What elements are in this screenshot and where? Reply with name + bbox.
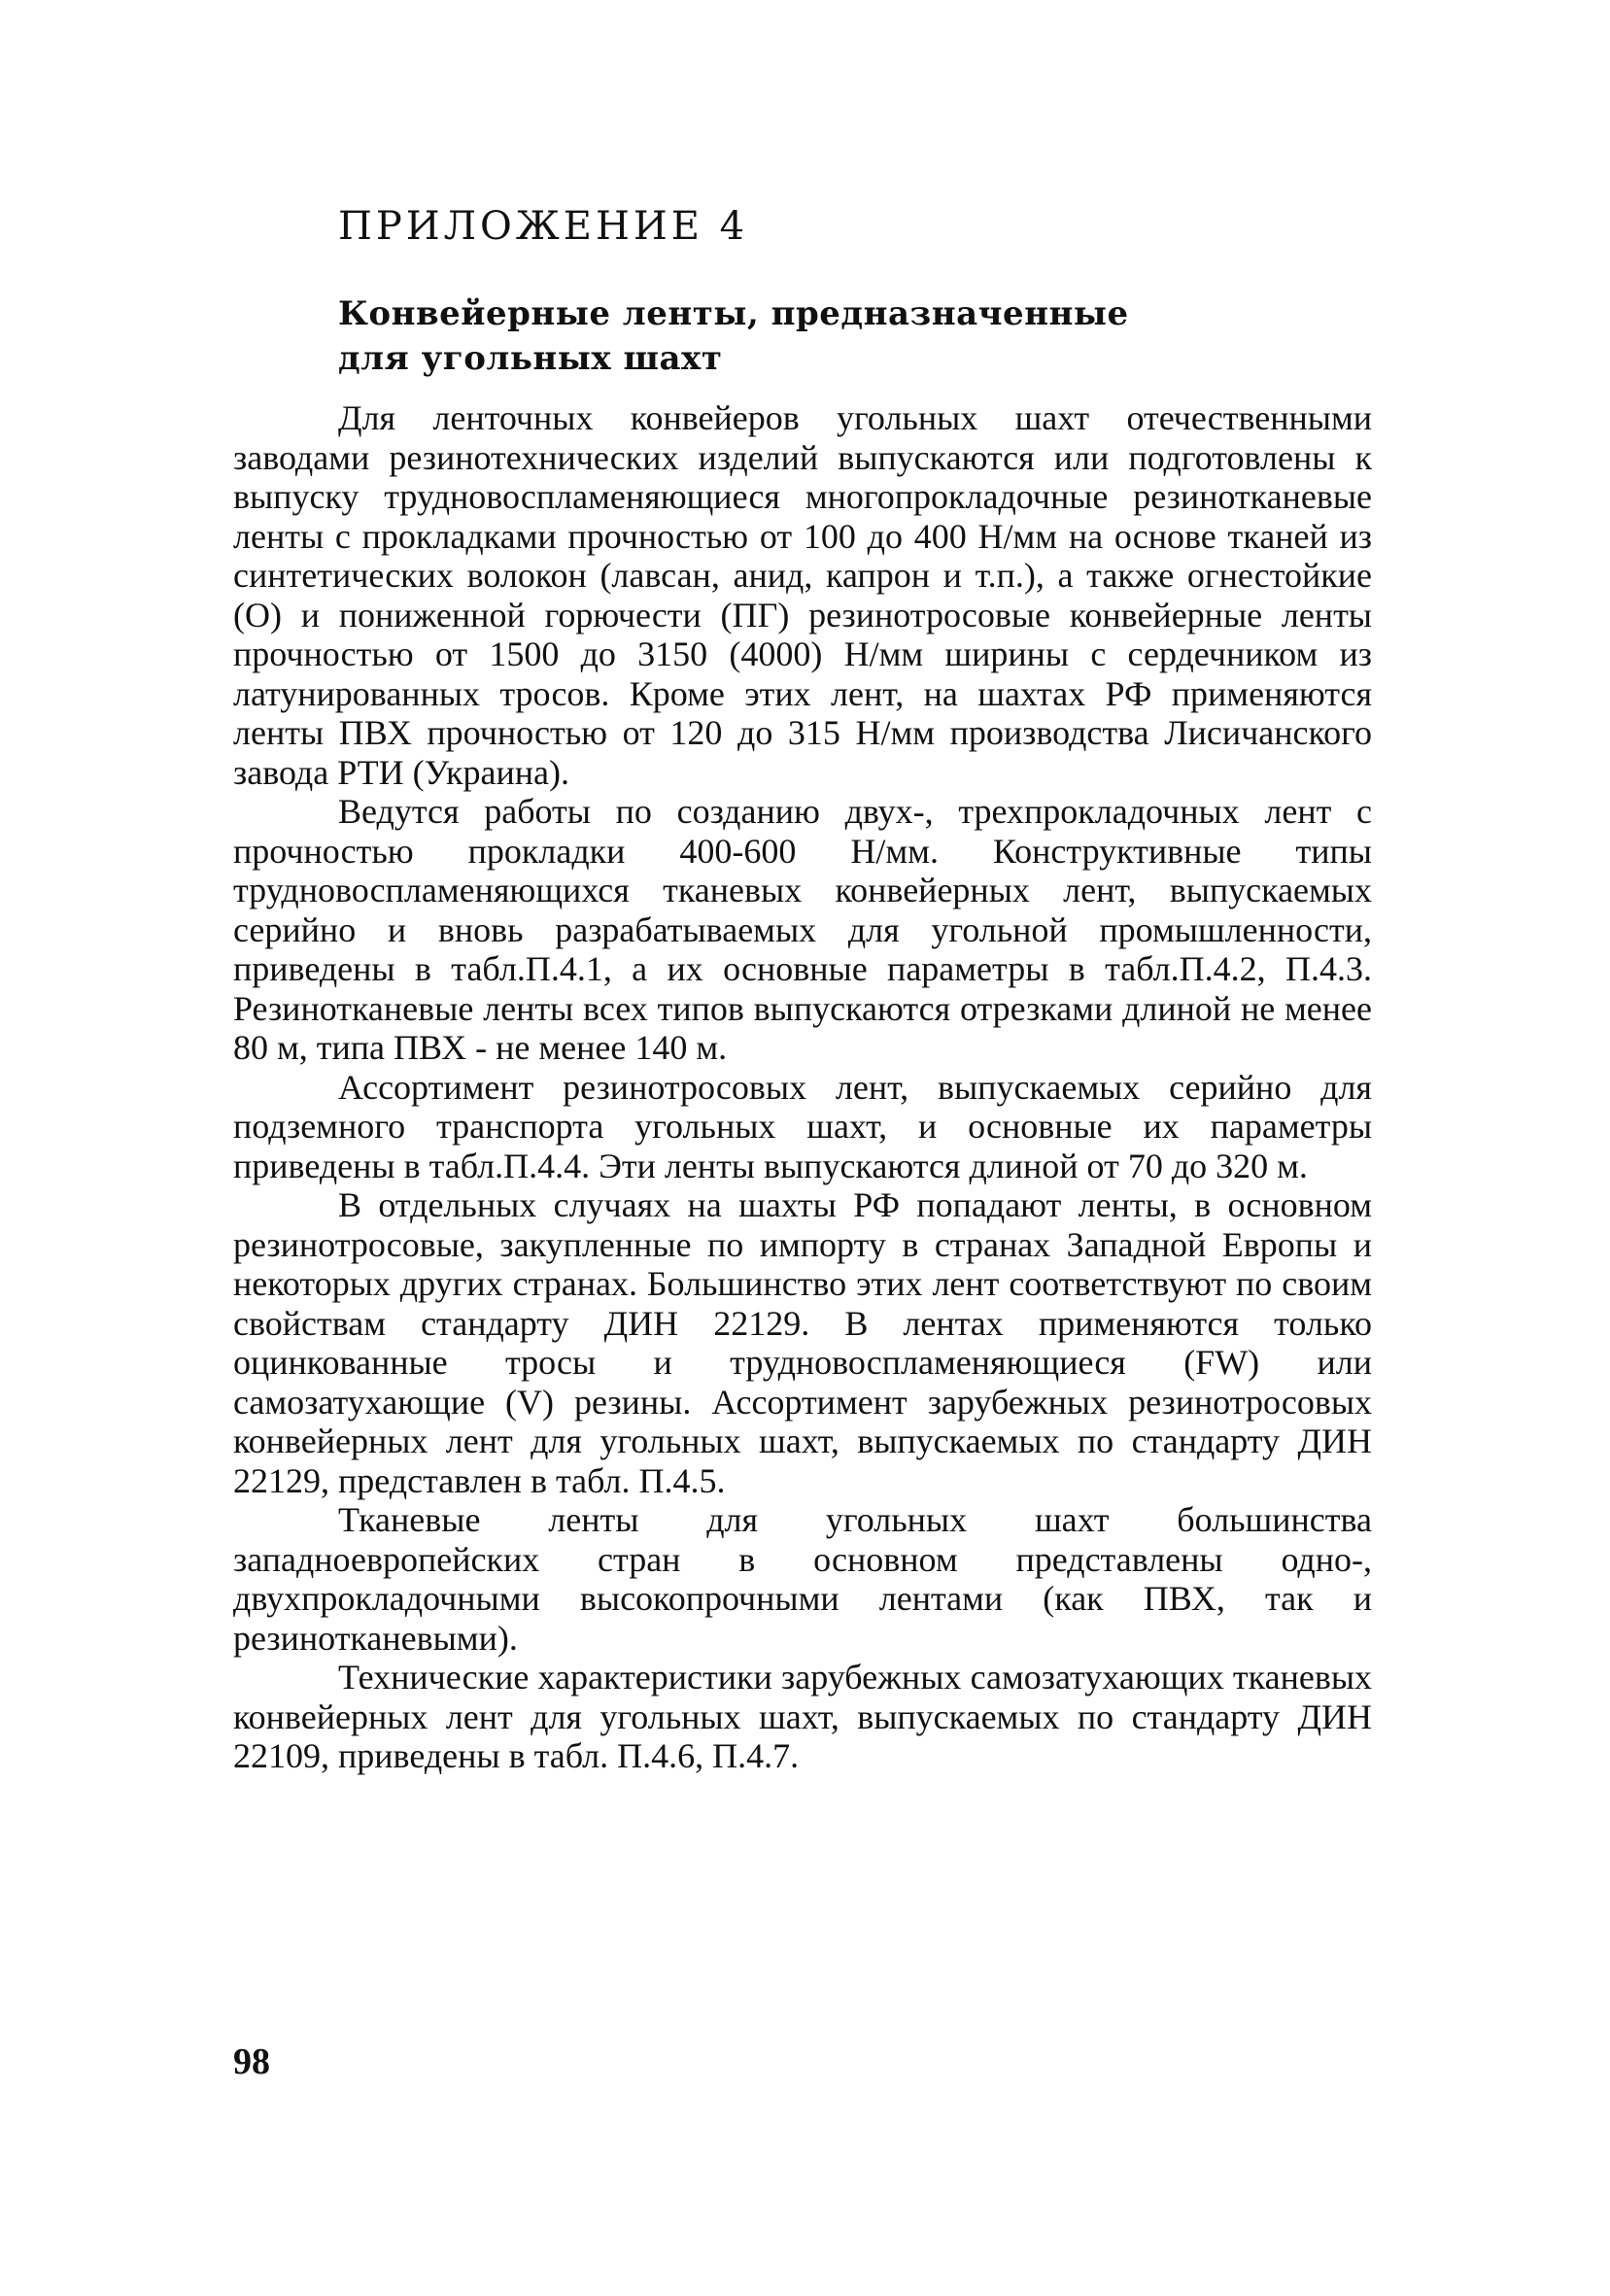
paragraph-5: Тканевые ленты для угольных шахт большинства западноевропейских стран в основном представлены одно-, двухпрокладочными высокопрочными лентами (как ПВХ, так и резинотканевыми). bbox=[233, 1500, 1372, 1658]
page-number: 98 bbox=[233, 2041, 270, 2082]
section-heading-line-2: для угольных шахт bbox=[338, 339, 723, 378]
paragraph-6: Технические характеристики зарубежных самозатухающих тканевых конвейерных лент для угольных шахт, выпускаемых по стандарту ДИН 22109, приведены в табл. П.4.6, П.4.7. bbox=[233, 1658, 1372, 1775]
section-heading-line-1: Конвейерные ленты, предназначенные bbox=[338, 294, 1129, 333]
section-heading bbox=[338, 291, 1213, 381]
paragraph-4: В отдельных случаях на шахты РФ попадают ленты, в основном резинотросовые, закупленные по импорту в странах Западной Европы и некоторых других странах. Большинство этих лент соответствуют по своим свойствам стандарту ДИН 22129. В лентах применяются только оцинкованные тросы и трудновоспламеняющиеся (FW) или самозатухающие (V) резины. Ассортимент зарубежных резинотросовых конвейерных лент для угольных шахт, выпускаемых по стандарту ДИН 22129, представлен в табл. П.4.5. bbox=[233, 1185, 1372, 1500]
paragraph-1: Для ленточных конвейеров угольных шахт отечественными заводами резинотехнических изделий выпускаются или подготовлены к выпуску трудновоспламеняющиеся многопрокладочные резинотканевые ленты с прокладками прочностью от 100 до 400 Н/мм на основе тканей из синтетических волокон (лавсан, анид, капрон и т.п.), а также огнестойкие (О) и пониженной горючести (ПГ) резинотросовые конвейерные ленты прочностью от 1500 до 3150 (4000) Н/мм ширины с сердечником из латунированных тросов. Кроме этих лент, на шахтах РФ применяются ленты ПВХ прочностью от 120 до 315 Н/мм производства Лисичанского завода РТИ (Украина). bbox=[233, 398, 1372, 792]
body-text bbox=[233, 398, 1372, 1776]
paragraph-3: Ассортимент резинотросовых лент, выпускаемых серийно для подземного транспорта угольных шахт, и основные их параметры приведены в табл.П.4.4. Эти ленты выпускаются длиной от 70 до 320 м. bbox=[233, 1067, 1372, 1185]
appendix-title: ПРИЛОЖЕНИЕ 4 bbox=[338, 204, 749, 249]
paragraph-2: Ведутся работы по созданию двух-, трехпрокладочных лент с прочностью прокладки 400-600 Н/мм. Конструктивные типы трудновоспламеняющихся тканевых конвейерных лент, выпускаемых серийно и вновь разрабатываемых для угольной промышленности, приведены в табл.П.4.1, а их основные параметры в табл.П.4.2, П.4.3. Резинотканевые ленты всех типов выпускаются отрезками длиной не менее 80 м, типа ПВХ - не менее 140 м. bbox=[233, 792, 1372, 1067]
